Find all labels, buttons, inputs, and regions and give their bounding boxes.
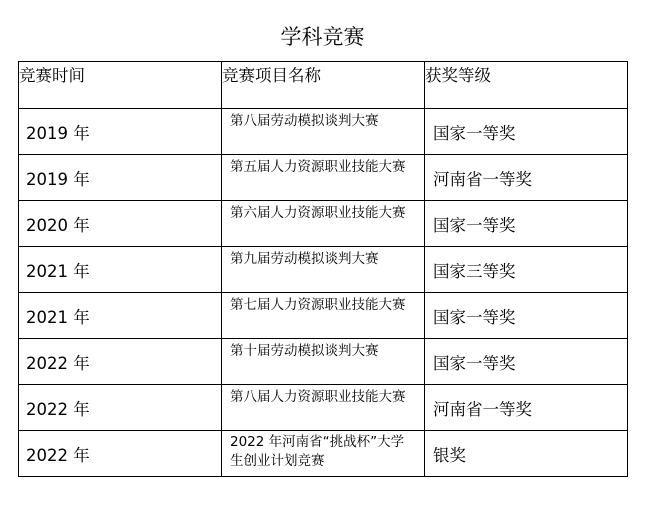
cell-award: 国家一等奖 (425, 339, 628, 385)
cell-name: 第五届人力资源职业技能大赛 (222, 155, 425, 201)
header-name: 竞赛项目名称 (222, 62, 425, 109)
header-time: 竞赛时间 (19, 62, 222, 109)
cell-time: 2021 年 (19, 293, 222, 339)
cell-time: 2022 年 (19, 385, 222, 431)
cell-award: 河南省一等奖 (425, 155, 628, 201)
cell-time: 2019 年 (19, 109, 222, 155)
cell-award: 国家一等奖 (425, 109, 628, 155)
table-header-row (19, 62, 628, 109)
table-row (19, 201, 628, 247)
cell-award: 国家一等奖 (425, 293, 628, 339)
cell-name: 第九届劳动模拟谈判大赛 (222, 247, 425, 293)
cell-time: 2020 年 (19, 201, 222, 247)
table-row (19, 109, 628, 155)
table-row (19, 247, 628, 293)
table-row (19, 431, 628, 477)
cell-time: 2021 年 (19, 247, 222, 293)
cell-name: 第八届劳动模拟谈判大赛 (222, 109, 425, 155)
cell-time: 2022 年 (19, 339, 222, 385)
table-row (19, 293, 628, 339)
table-row (19, 385, 628, 431)
cell-award: 河南省一等奖 (425, 385, 628, 431)
cell-time: 2022 年 (19, 431, 222, 477)
cell-award: 银奖 (425, 431, 628, 477)
cell-name: 第六届人力资源职业技能大赛 (222, 201, 425, 247)
page-title: 学科竞赛 (280, 25, 365, 49)
cell-award: 国家一等奖 (425, 201, 628, 247)
cell-award: 国家三等奖 (425, 247, 628, 293)
cell-name: 第八届人力资源职业技能大赛 (222, 385, 425, 431)
cell-name: 第七届人力资源职业技能大赛 (222, 293, 425, 339)
competition-table (18, 61, 628, 477)
header-award: 获奖等级 (425, 62, 628, 109)
cell-name: 2022 年河南省“挑战杯”大学生创业计划竞赛 (222, 431, 425, 477)
table-row (19, 339, 628, 385)
cell-time: 2019 年 (19, 155, 222, 201)
cell-name: 第十届劳动模拟谈判大赛 (222, 339, 425, 385)
table-row (19, 155, 628, 201)
